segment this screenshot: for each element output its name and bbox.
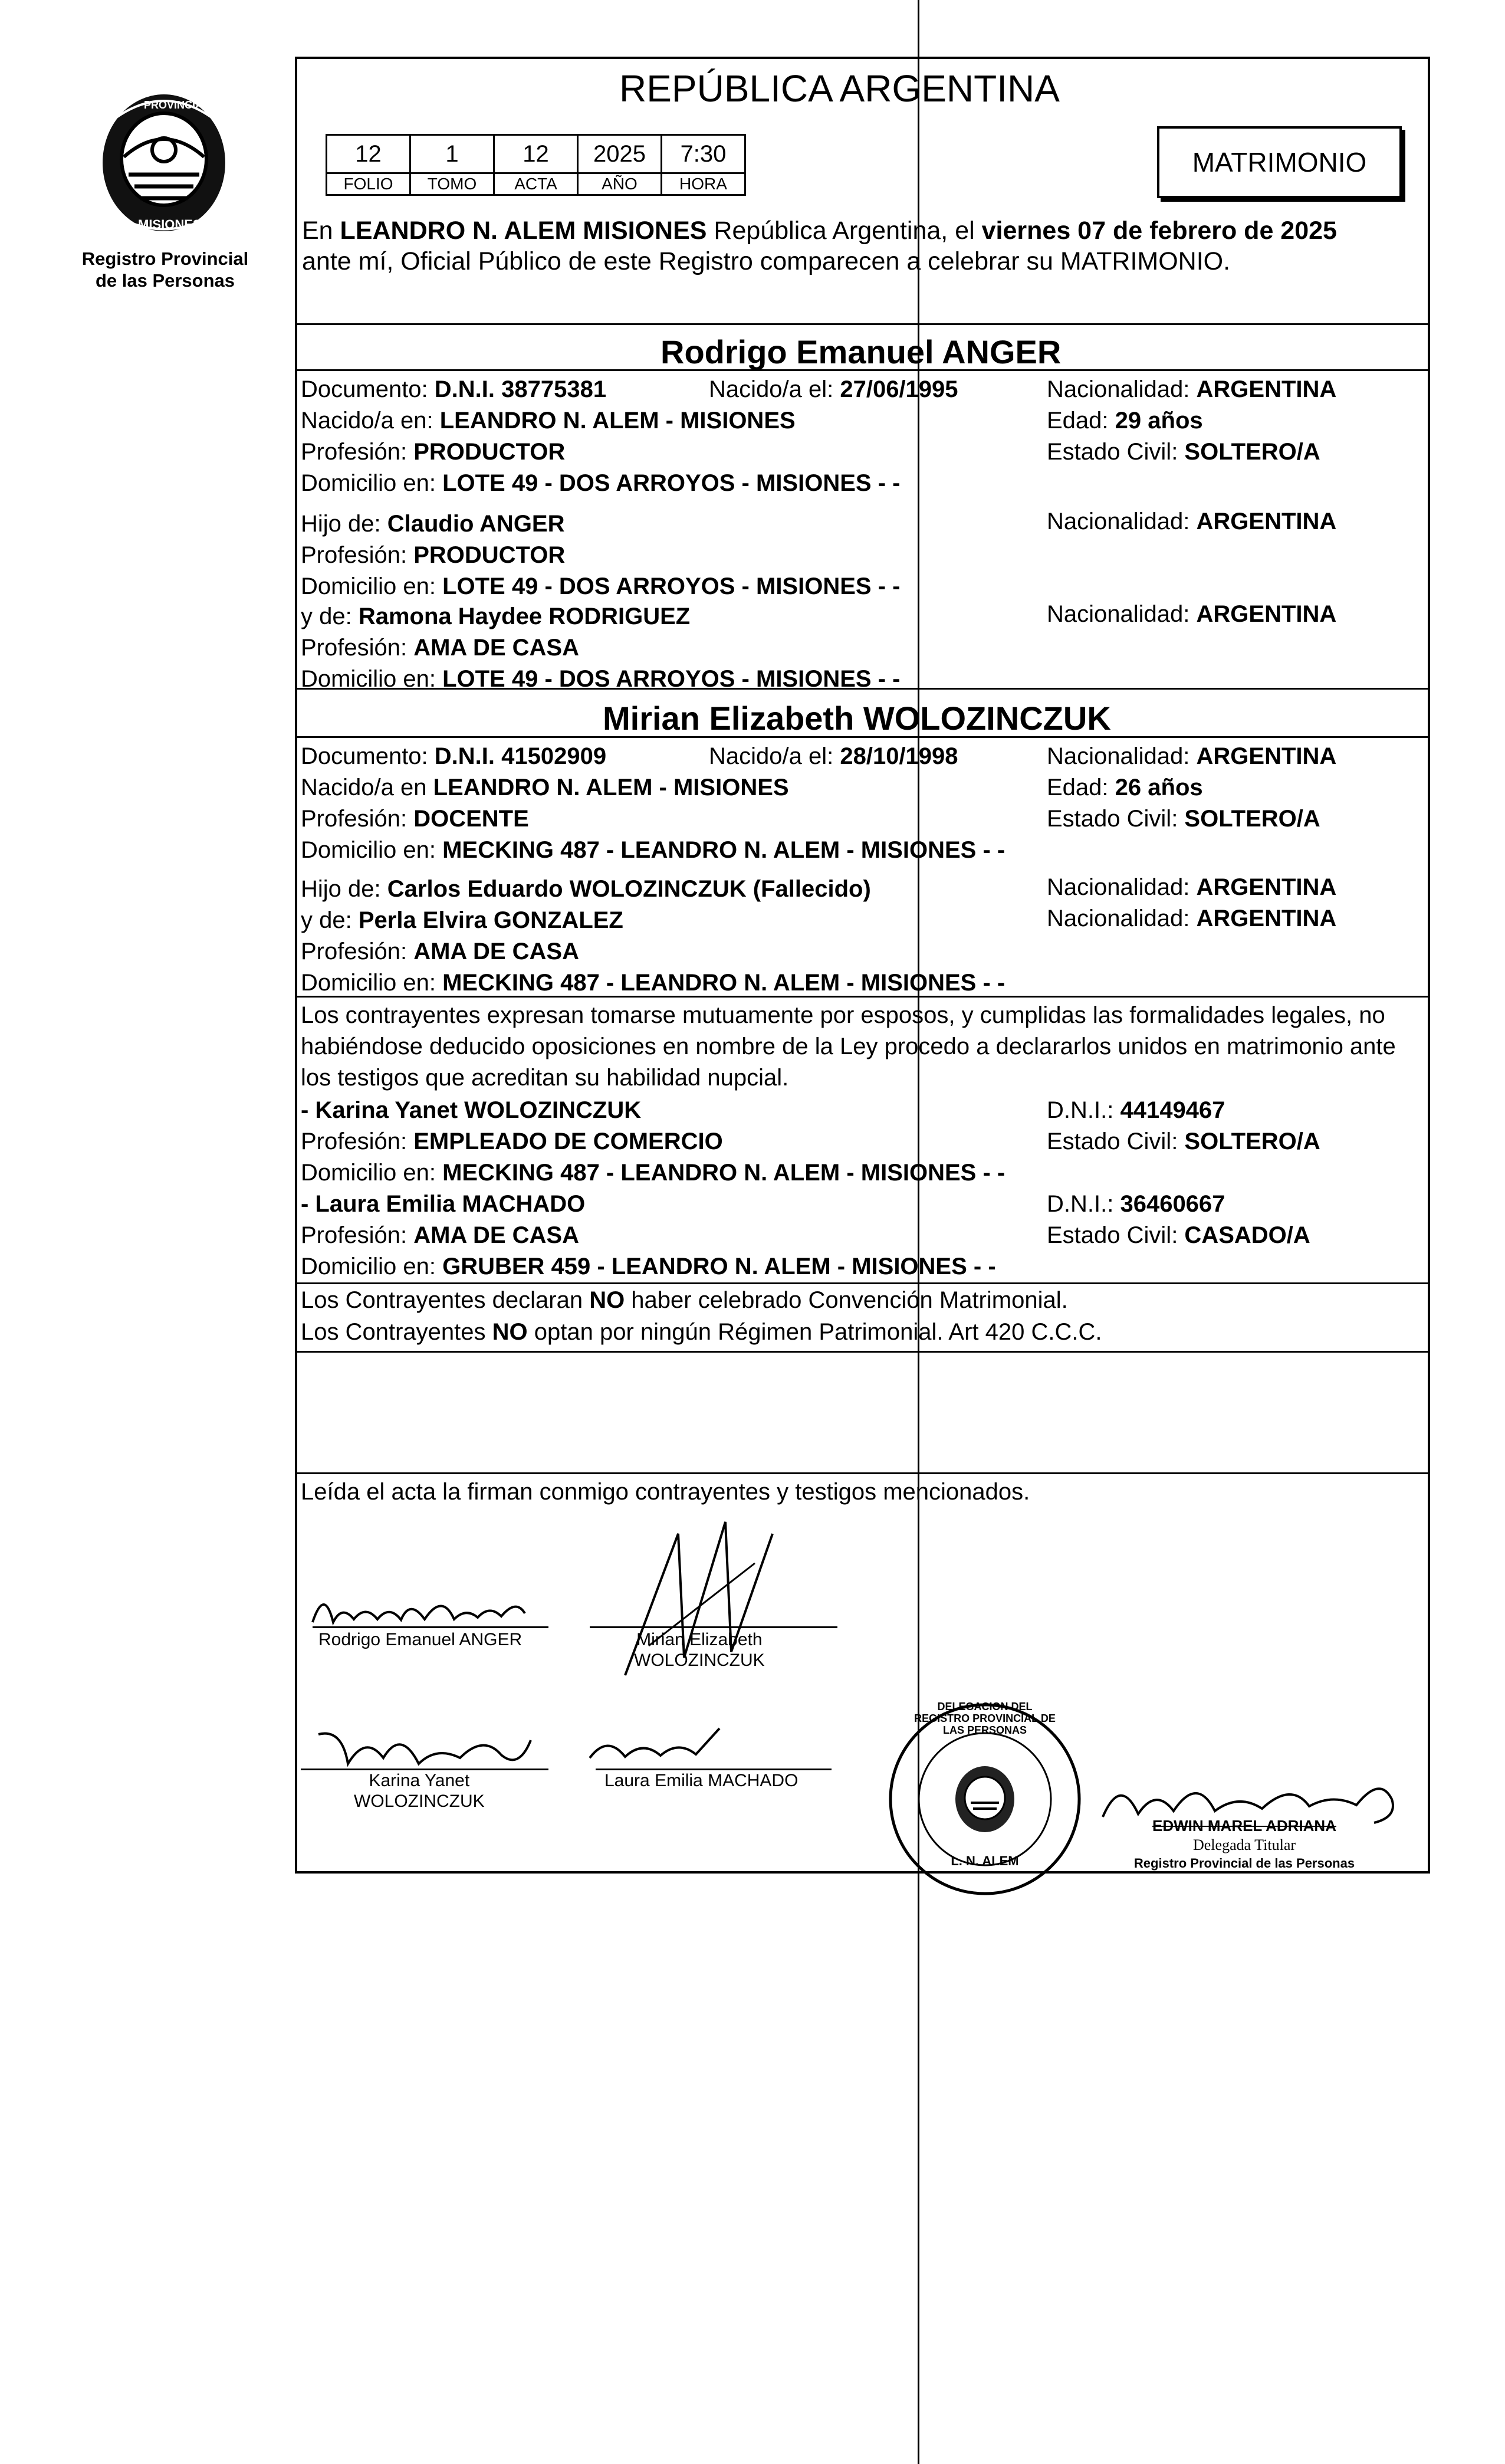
acta-label: ACTA bbox=[494, 173, 578, 195]
groom-signature-name: Rodrigo Emanuel ANGER bbox=[318, 1630, 523, 1649]
bride-mother-profession: Profesión: AMA DE CASA bbox=[301, 939, 579, 964]
witness-2-signature-line bbox=[596, 1769, 832, 1770]
tomo-value: 1 bbox=[410, 135, 494, 173]
official-organization: Registro Provincial de las Personas bbox=[1133, 1855, 1355, 1871]
bride-mother: y de: Perla Elvira GONZALEZ bbox=[301, 907, 623, 933]
witness-2-signature-name: Laura Emilia MACHADO bbox=[604, 1771, 798, 1790]
intro-place: LEANDRO N. ALEM MISIONES bbox=[340, 216, 707, 245]
groom-address: Domicilio en: LOTE 49 - DOS ARROYOS - MISIONES - - bbox=[301, 470, 901, 496]
declaration-line-2: habiéndose deducido oposiciones en nombre de la Ley procedo a declararlos unidos en matrimonio ante bbox=[301, 1033, 1396, 1059]
logo-caption bbox=[77, 248, 254, 291]
witness-1-signature bbox=[307, 1722, 554, 1776]
tomo-label: TOMO bbox=[410, 173, 494, 195]
groom-document: Documento: D.N.I. 38775381 bbox=[301, 376, 607, 402]
bride-civil-status: Estado Civil: SOLTERO/A bbox=[1047, 806, 1320, 832]
groom-mother-profession: Profesión: AMA DE CASA bbox=[301, 635, 579, 661]
intro-date: viernes 07 de febrero de 2025 bbox=[981, 216, 1337, 245]
reference-table bbox=[326, 134, 746, 196]
logo-caption-line2: de las Personas bbox=[95, 270, 235, 291]
acta-value: 12 bbox=[494, 135, 578, 173]
declaration-line-3: los testigos que acreditan su habilidad nupcial. bbox=[301, 1065, 789, 1091]
official-name: EDWIN MAREL ADRIANA bbox=[1152, 1817, 1336, 1835]
divider bbox=[295, 1351, 1430, 1353]
groom-birthdate: Nacido/a el: 27/06/1995 bbox=[709, 376, 958, 402]
intro-line-1 bbox=[302, 218, 1337, 244]
bride-birthdate: Nacido/a el: 28/10/1998 bbox=[709, 743, 958, 769]
groom-civil-status: Estado Civil: SOLTERO/A bbox=[1047, 439, 1320, 465]
groom-birthplace: Nacido/a en: LEANDRO N. ALEM - MISIONES bbox=[301, 408, 796, 434]
bride-document: Documento: D.N.I. 41502909 bbox=[301, 743, 607, 769]
witness-1-signature-line bbox=[301, 1769, 548, 1770]
witness-2-profession: Profesión: AMA DE CASA bbox=[301, 1222, 579, 1248]
bride-father: Hijo de: Carlos Eduardo WOLOZINCZUK (Fallecido) bbox=[301, 876, 871, 902]
bride-signature-name: Mirian Elizabeth WOLOZINCZUK bbox=[634, 1630, 765, 1670]
document-type: MATRIMONIO bbox=[1192, 147, 1367, 178]
bride-signature-line bbox=[590, 1626, 837, 1628]
groom-signature-line bbox=[313, 1626, 548, 1628]
bride-age: Edad: 26 años bbox=[1047, 775, 1203, 800]
groom-father: Hijo de: Claudio ANGER bbox=[301, 511, 565, 537]
groom-nationality: Nacionalidad: ARGENTINA bbox=[1047, 376, 1337, 402]
hora-label: HORA bbox=[662, 173, 745, 195]
groom-father-address: Domicilio en: LOTE 49 - DOS ARROYOS - MISIONES - - bbox=[301, 573, 901, 599]
groom-mother-address: Domicilio en: LOTE 49 - DOS ARROYOS - MISIONES - - bbox=[301, 666, 901, 692]
witness-2-civil-status: Estado Civil: CASADO/A bbox=[1047, 1222, 1310, 1248]
witness-1-dni: D.N.I.: 44149467 bbox=[1047, 1097, 1225, 1123]
groom-father-nationality: Nacionalidad: ARGENTINA bbox=[1047, 508, 1337, 534]
bride-profession: Profesión: DOCENTE bbox=[301, 806, 529, 832]
document-type-box bbox=[1157, 126, 1402, 198]
divider bbox=[295, 996, 1430, 998]
divider bbox=[295, 323, 1430, 325]
logo-caption-line1: Registro Provincial bbox=[81, 248, 249, 269]
official-block bbox=[1085, 1817, 1404, 1872]
stamp-ring-text: DELEGACION DEL REGISTRO PROVINCIAL DE LAS PERSONAS bbox=[914, 1701, 1056, 1736]
divider bbox=[295, 1472, 1430, 1474]
witness-1-signature-name: Karina Yanet WOLOZINCZUK bbox=[354, 1771, 485, 1811]
groom-name: Rodrigo Emanuel ANGER bbox=[661, 333, 1062, 370]
closing-text: Leída el acta la firman conmigo contrayentes y testigos mencionados. bbox=[301, 1479, 1030, 1505]
convention-line-1: Los Contrayentes declaran NO haber celebrado Convención Matrimonial. bbox=[301, 1287, 1068, 1313]
groom-age: Edad: 29 años bbox=[1047, 408, 1203, 434]
document-title: REPÚBLICA ARGENTINA bbox=[619, 67, 1060, 110]
bride-name: Mirian Elizabeth WOLOZINCZUK bbox=[603, 700, 1111, 737]
bride-nationality: Nacionalidad: ARGENTINA bbox=[1047, 743, 1337, 769]
stamp-center-text: L. N. ALEM bbox=[951, 1853, 1019, 1868]
bride-birthplace: Nacido/a en LEANDRO N. ALEM - MISIONES bbox=[301, 775, 789, 800]
witness-2-name: - Laura Emilia MACHADO bbox=[301, 1191, 586, 1217]
witness-1-civil-status: Estado Civil: SOLTERO/A bbox=[1047, 1128, 1320, 1154]
witness-1-profession: Profesión: EMPLEADO DE COMERCIO bbox=[301, 1128, 723, 1154]
witness-2-signature bbox=[584, 1722, 737, 1770]
intro-prefix: En bbox=[302, 216, 340, 245]
groom-profession: Profesión: PRODUCTOR bbox=[301, 439, 566, 465]
witness-2-address: Domicilio en: GRUBER 459 - LEANDRO N. ALEM - MISIONES - - bbox=[301, 1254, 996, 1279]
intro-middle: República Argentina, el bbox=[707, 216, 982, 245]
logo-seal-bottom: MISIONES bbox=[138, 217, 202, 232]
witness-2-dni: D.N.I.: 36460667 bbox=[1047, 1191, 1225, 1217]
registry-logo bbox=[87, 86, 241, 239]
logo-seal-top: PROVINCIA DE bbox=[144, 99, 221, 111]
folio-label: FOLIO bbox=[327, 173, 410, 195]
bride-mother-nationality: Nacionalidad: ARGENTINA bbox=[1047, 905, 1337, 931]
divider bbox=[295, 1282, 1430, 1284]
intro-line-2: ante mí, Oficial Público de este Registro comparecen a celebrar su MATRIMONIO. bbox=[302, 247, 1231, 275]
anio-value: 2025 bbox=[578, 135, 662, 173]
official-stamp bbox=[885, 1699, 1085, 1899]
convention-line-2: Los Contrayentes NO optan por ningún Régimen Patrimonial. Art 420 C.C.C. bbox=[301, 1319, 1102, 1345]
groom-mother-nationality: Nacionalidad: ARGENTINA bbox=[1047, 601, 1337, 627]
groom-father-profession: Profesión: PRODUCTOR bbox=[301, 542, 566, 568]
folio-value: 12 bbox=[327, 135, 410, 173]
bride-address: Domicilio en: MECKING 487 - LEANDRO N. ALEM - MISIONES - - bbox=[301, 837, 1005, 863]
bride-father-nationality: Nacionalidad: ARGENTINA bbox=[1047, 874, 1337, 900]
bride-mother-address: Domicilio en: MECKING 487 - LEANDRO N. ALEM - MISIONES - - bbox=[301, 970, 1005, 996]
witness-1-address: Domicilio en: MECKING 487 - LEANDRO N. ALEM - MISIONES - - bbox=[301, 1160, 1005, 1186]
groom-mother: y de: Ramona Haydee RODRIGUEZ bbox=[301, 603, 691, 629]
declaration-line-1: Los contrayentes expresan tomarse mutuamente por esposos, y cumplidas las formalidades legales, no bbox=[301, 1002, 1385, 1028]
witness-1-name: - Karina Yanet WOLOZINCZUK bbox=[301, 1097, 642, 1123]
hora-value: 7:30 bbox=[662, 135, 745, 173]
anio-label: AÑO bbox=[578, 173, 662, 195]
official-title: Delegada Titular bbox=[1192, 1836, 1296, 1854]
